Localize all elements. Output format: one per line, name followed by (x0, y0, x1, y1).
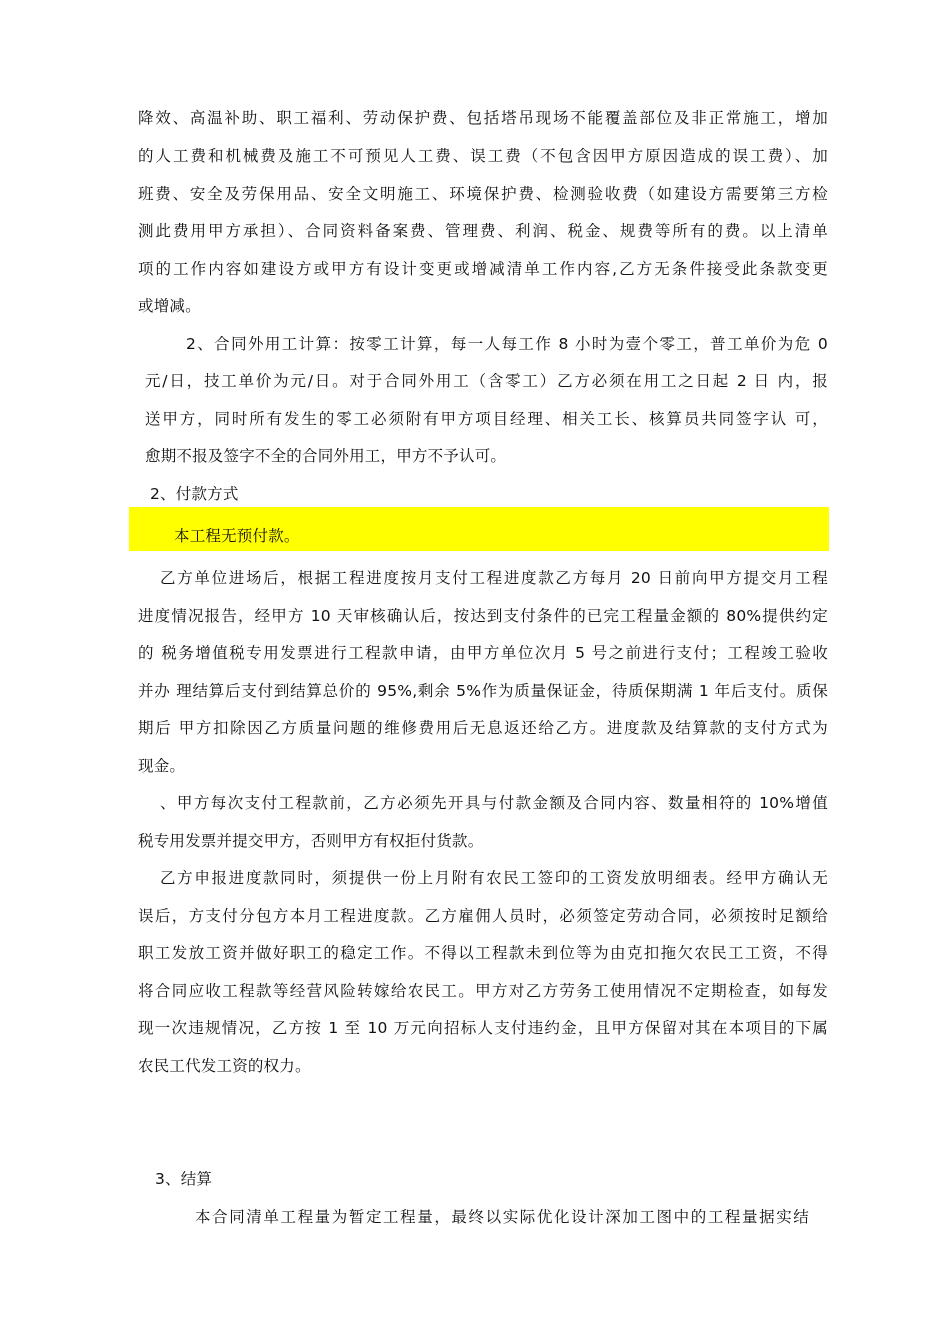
para2-line-4: 愈期不报及签字不全的合同外用工，甲方不予认可。 (145, 447, 507, 465)
para5-line-2: 误后，方支付分包方本月工程进度款。乙方雇佣人员时，必须签定劳动合同，必须按时足额给 (138, 907, 828, 925)
para5-line-5: 现一次违规情况，乙方按 1 至 10 万元向招标人支付违约金，且甲方保留对其在本项目的下属 (138, 1019, 828, 1037)
para3-line-6: 现金。 (138, 757, 186, 775)
para1-line-2: 的人工费和机械费及施工不可预见人工费、误工费（不包含因甲方原因造成的误工费）、加 (138, 147, 828, 165)
para5-line-4: 将合同应收工程款等经营风险转嫁给农民工。甲方对乙方劳务工使用情况不定期检查，如每发 (138, 982, 828, 1000)
para3-line-5: 期后 甲方扣除因乙方质量问题的维修费用后无息返还给乙方。进度款及结算款的支付方式为 (138, 719, 828, 737)
para1-line-3: 班费、安全及劳保用品、安全文明施工、环境保护费、检测验收费（如建设方需要第三方检 (138, 185, 828, 203)
para3-line-3: 的 税务增值税专用发票进行工程款申请，由甲方单位次月 5 号之前进行支付；工程竣工验收 (138, 644, 828, 662)
para5-line-6: 农民工代发工资的权力。 (138, 1057, 311, 1075)
para2-line-2: 元/日，技工单价为元/日。对于合同外用工（含零工）乙方必须在用工之日起 2 日 内，报 (145, 372, 828, 390)
para4-line-1: 、甲方每次支付工程款前，乙方必须先开具与付款金额及合同内容、数量相符的 10%增值 (160, 794, 828, 812)
para2-line-1: 2、合同外用工计算：按零工计算，每一人每工作 8 小时为壹个零工，普工单价为危 0 (186, 335, 828, 353)
payment-method-heading: 2、付款方式 (150, 485, 239, 503)
para6-line-1: 本合同清单工程量为暂定工程量，最终以实际优化设计深加工图中的工程量据实结 (195, 1208, 809, 1226)
para1-line-5: 项的工作内容如建设方或甲方有设计变更或增减清单工作内容,乙方无条件接受此条款变更 (138, 260, 828, 278)
para3-line-1: 乙方单位进场后，根据工程进度按月支付工程进度款乙方每月 20 日前向甲方提交月工程 (160, 569, 828, 587)
para3-line-2: 进度情况报告，经甲方 10 天审核确认后，按达到支付条件的已完工程量金额的 80%提供约定 (138, 607, 828, 625)
para4-line-2: 税专用发票并提交甲方，否则甲方有权拒付货款。 (138, 832, 484, 850)
para5-line-1: 乙方申报进度款同时，须提供一份上月附有农民工签印的工资发放明细表。经甲方确认无 (160, 869, 828, 887)
para1-line-6: 或增减。 (138, 297, 201, 315)
no-advance-payment-note: 本工程无预付款。 (174, 527, 300, 545)
para5-line-3: 职工发放工资并做好职工的稳定工作。不得以工程款未到位等为由克扣拖欠农民工工资，不得 (138, 944, 828, 962)
para1-line-1: 降效、高温补助、职工福利、劳动保护费、包括塔吊现场不能覆盖部位及非正常施工，增加 (138, 109, 828, 127)
para1-line-4: 测此费用甲方承担）、合同资料备案费、管理费、利润、税金、规费等所有的费。以上清单 (138, 222, 828, 240)
para3-line-4: 并办 理结算后支付到结算总价的 95%,剩余 5%作为质量保证金，待质保期满 1 年后支付。质保 (138, 682, 828, 700)
para2-line-3: 送甲方，同时所有发生的零工必须附有甲方项目经理、相关工长、核算员共同签字认 可， (145, 410, 828, 428)
settlement-heading: 3、结算 (155, 1170, 213, 1188)
